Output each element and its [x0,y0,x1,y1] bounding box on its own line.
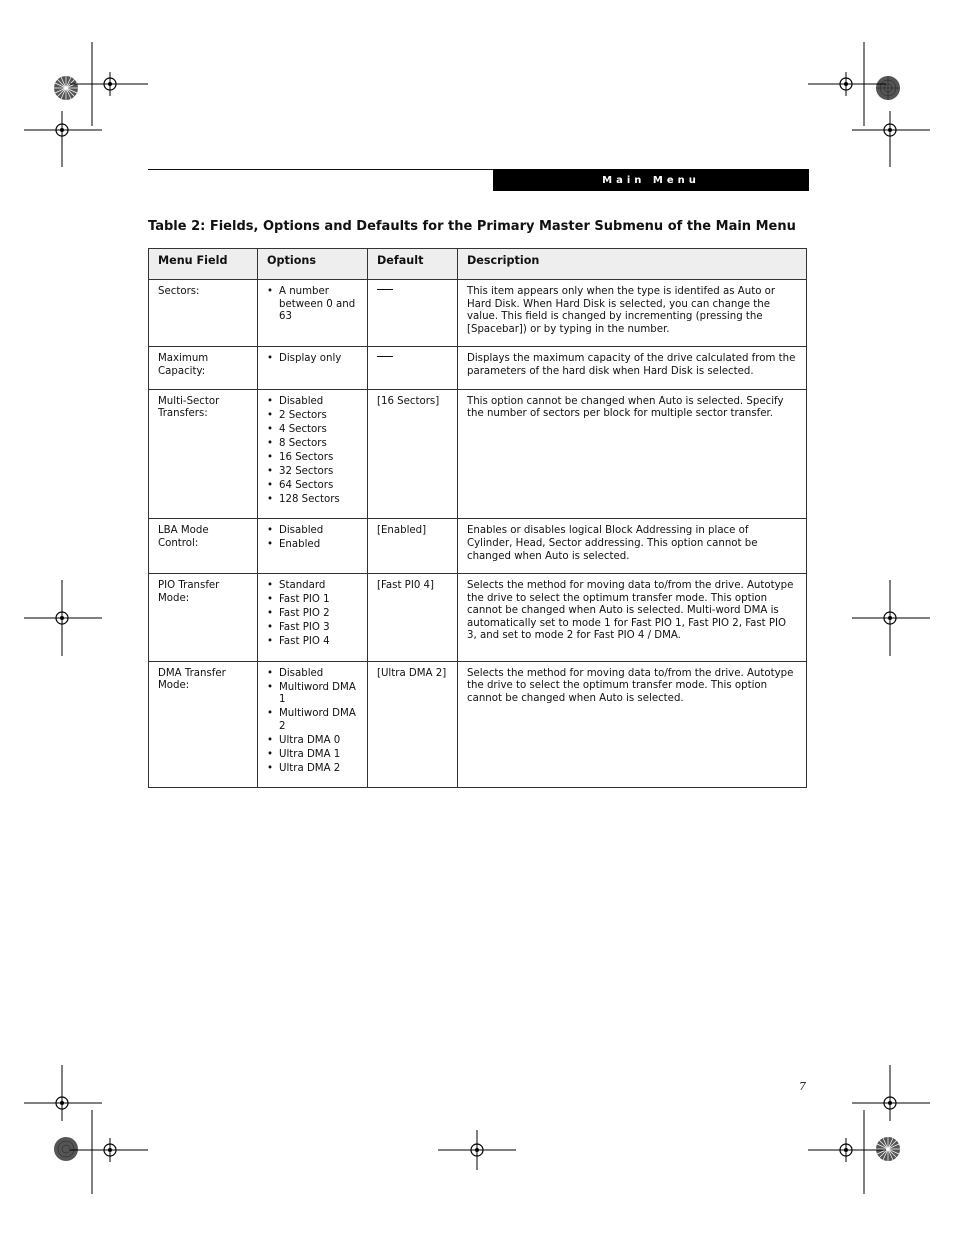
crosshair-icon [70,1110,148,1194]
table-row [149,661,807,788]
section-header-bar [493,169,809,191]
option-item: • Multiword DMA 1 [267,682,358,707]
options-list [267,353,358,366]
column-header-options: Options [258,249,368,280]
page-number: 7 [799,1080,806,1093]
table-row [149,347,807,389]
column-header-default: Default [368,249,458,280]
option-item: • Standard [267,580,358,593]
crosshair-icon [438,1130,516,1170]
option-item: • 128 Sectors [267,494,358,507]
section-label: Main Menu [602,174,700,186]
description-cell: Displays the maximum capacity of the drive calculated from the parameters of the hard disk when Hard Disk is selected. [458,347,807,389]
crosshair-icon [24,580,102,656]
table-body [149,280,807,788]
option-item: • Multiword DMA 2 [267,708,358,733]
description-cell: Enables or disables logical Block Addressing in place of Cylinder, Head, Sector addressing. This option cannot be changed when Auto is selected. [458,519,807,574]
option-item: • Disabled [267,668,358,681]
no-default-dash [377,356,393,357]
options-list [267,286,358,324]
option-item: • Ultra DMA 0 [267,735,358,748]
default-cell [368,347,458,389]
table-header-row [149,249,807,280]
options-cell [258,280,368,347]
submenu-table [148,248,807,788]
table-title: Table 2: Fields, Options and Defaults for the Primary Master Submenu of the Main Menu [148,219,796,234]
options-list [267,580,358,649]
option-item: • Disabled [267,396,358,409]
option-item: • Fast PIO 2 [267,608,358,621]
option-item: • Fast PIO 1 [267,594,358,607]
column-header-menu-field: Menu Field [149,249,258,280]
default-cell: [Fast PI0 4] [368,574,458,661]
option-item: • Ultra DMA 2 [267,763,358,776]
options-cell [258,574,368,661]
menu-field-cell: Sectors: [149,280,258,347]
crosshair-icon [808,1110,886,1194]
option-item: • 64 Sectors [267,480,358,493]
default-cell: [Ultra DMA 2] [368,661,458,788]
options-cell [258,661,368,788]
column-header-description: Description [458,249,807,280]
menu-field-cell: Maximum Capacity: [149,347,258,389]
options-cell [258,389,368,519]
option-item: • Enabled [267,539,358,552]
option-item: • Fast PIO 4 [267,636,358,649]
options-list [267,525,358,552]
options-cell [258,519,368,574]
option-item: • Display only [267,353,358,366]
description-cell: This option cannot be changed when Auto is selected. Specify the number of sectors per block for multiple sector transfer. [458,389,807,519]
option-item: • 4 Sectors [267,424,358,437]
options-list [267,396,358,507]
no-default-dash [377,289,393,290]
option-item: • 8 Sectors [267,438,358,451]
crosshair-icon [852,111,930,167]
options-cell [258,347,368,389]
description-cell: This item appears only when the type is identifed as Auto or Hard Disk. When Hard Disk is selected, you can change the value. This field is changed by incrementing (pressing the [Spacebar]) or by typing in the number. [458,280,807,347]
menu-field-cell: PIO Transfer Mode: [149,574,258,661]
menu-field-cell: Multi-Sector Transfers: [149,389,258,519]
description-cell: Selects the method for moving data to/from the drive. Autotype the drive to select the optimum transfer mode. This option cannot be changed when Auto is selected. [458,661,807,788]
option-item: • Ultra DMA 1 [267,749,358,762]
option-item: • 2 Sectors [267,410,358,423]
default-cell: [Enabled] [368,519,458,574]
option-item: • Fast PIO 3 [267,622,358,635]
menu-field-cell: LBA Mode Control: [149,519,258,574]
default-cell: [16 Sectors] [368,389,458,519]
header-rule [148,169,493,170]
option-item: • Disabled [267,525,358,538]
table-row [149,280,807,347]
crosshair-icon [24,111,102,167]
options-list [267,668,358,776]
description-cell: Selects the method for moving data to/from the drive. Autotype the drive to select the optimum transfer mode. This option cannot be changed when Auto is selected. Multi-word DMA is automatically set to mode 1 for Fast PIO 1, Fast PIO 2, Fast PIO 3, and set to mode 2 for Fast PIO 4 / DMA. [458,574,807,661]
option-item: • 32 Sectors [267,466,358,479]
option-item: • 16 Sectors [267,452,358,465]
table-row [149,389,807,519]
table-row [149,519,807,574]
table-row [149,574,807,661]
default-cell [368,280,458,347]
option-item: • A number between 0 and 63 [267,286,358,324]
crosshair-icon [852,580,930,656]
menu-field-cell: DMA Transfer Mode: [149,661,258,788]
